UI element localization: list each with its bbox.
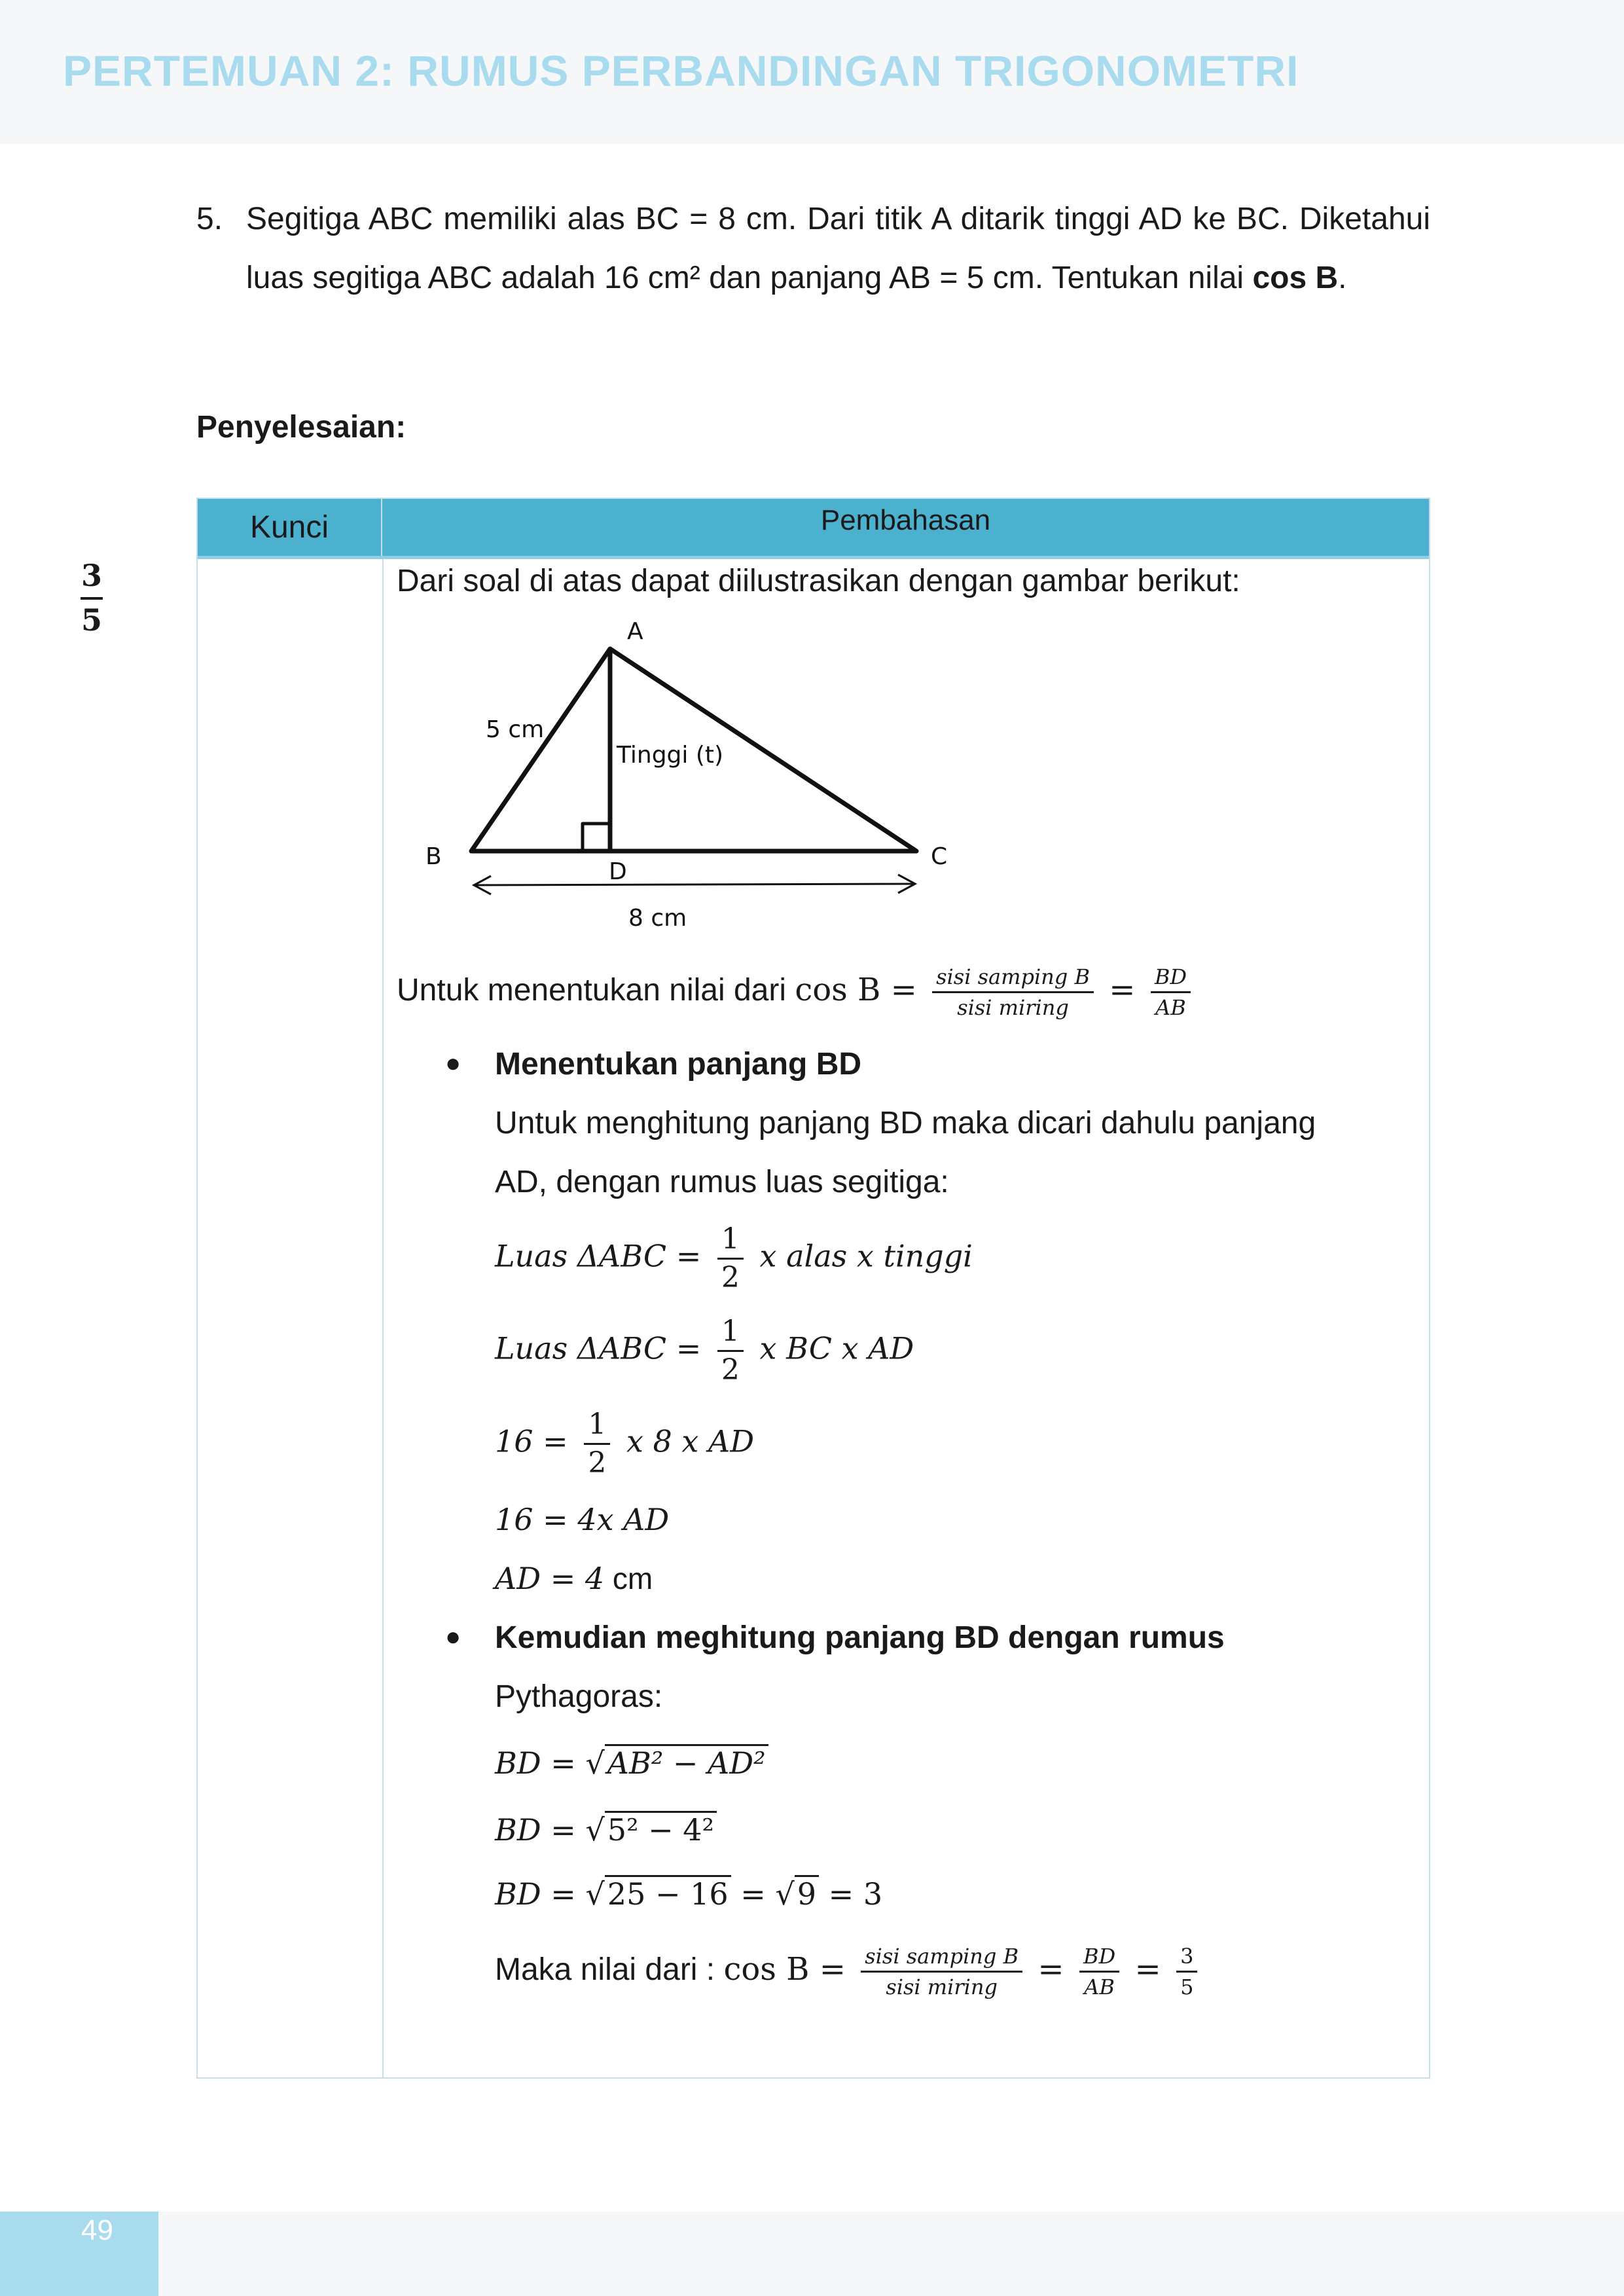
equation-1 <box>495 1221 973 1296</box>
vertex-label-d: D <box>609 858 627 885</box>
bullet1-title: Menentukan panjang BD <box>495 1047 862 1082</box>
eq8-lhs: BD = <box>495 1876 576 1912</box>
half-den: 2 <box>588 1446 607 1480</box>
eq5-math: AD = 4 <box>495 1561 605 1596</box>
answer-key-fraction <box>65 558 118 638</box>
ratio-bd-ab <box>1151 962 1191 1022</box>
eq6-lhs: BD = <box>495 1745 576 1781</box>
eq7-radicand: 5² − 4² <box>605 1811 717 1847</box>
table-header <box>198 499 1429 559</box>
vertex-label-b: B <box>425 843 442 870</box>
eq2-lhs: Luas ΔABC = <box>495 1330 702 1366</box>
ratio-ab: AB <box>1155 995 1186 1020</box>
equation-4: 16 = 4x AD <box>495 1502 670 1537</box>
final-answer-line: Maka nilai dari : cos B = $\frac{\text{sisi samping B}}{\text{sisi miring}}$ = $\frac{BD}{AB}$ = $\frac{3}{5}$ <box>495 1942 1204 2001</box>
answer-numerator: 3 <box>81 558 102 593</box>
eq3-lhs: 16 = <box>495 1423 568 1459</box>
half-fraction <box>584 1406 610 1482</box>
formula-cos-b: cos B = <box>795 972 917 1009</box>
page-number-tab <box>0 2212 158 2296</box>
eq1-rhs: x alas x tinggi <box>759 1238 973 1274</box>
chapter-title: PERTEMUAN 2: RUMUS PERBANDINGAN TRIGONOMETRI <box>63 46 1299 95</box>
vertex-label-a: A <box>627 618 643 645</box>
formula-intro: Untuk menentukan nilai dari <box>397 973 787 1008</box>
ratio-bd: BD <box>1083 1944 1116 1969</box>
equation-5 <box>495 1561 653 1596</box>
problem-number: 5. <box>196 202 223 236</box>
header-pembahasan: Pembahasan <box>820 504 991 536</box>
final-denominator: 5 <box>1180 1975 1194 1999</box>
column-divider <box>382 559 384 2077</box>
base-label-bc: 8 cm <box>628 905 687 932</box>
page-number: 49 <box>81 2214 113 2246</box>
header-kunci: Kunci <box>198 499 382 556</box>
half-fraction <box>717 1313 744 1389</box>
eq8-end: = 3 <box>819 1876 883 1912</box>
final-ratio-bd-ab <box>1079 1942 1119 2001</box>
ratio-sisi <box>932 962 1094 1022</box>
bullet-dot: ● <box>445 1049 461 1078</box>
equation-2 <box>495 1313 914 1389</box>
equation-3 <box>495 1406 754 1482</box>
eq8-radicand-1: 25 − 16 <box>605 1875 731 1911</box>
bullet-dot: ● <box>445 1622 461 1651</box>
half-num: 1 <box>721 1315 740 1348</box>
ratio-bd: BD <box>1154 964 1187 989</box>
answer-denominator: 5 <box>81 602 102 638</box>
solution-label: Penyelesaian: <box>196 410 406 445</box>
formula-line: Untuk menentukan nilai dari cos B = $\frac{\text{sisi samping B}}{\text{sisi miring}}$ = $\frac{BD}{AB}$ <box>397 962 1197 1022</box>
intro-text: Dari soal di atas dapat diilustrasikan dengan gambar berikut: <box>397 564 1240 598</box>
equation-7: BD = √5² − 4² <box>495 1811 717 1848</box>
side-label-ab: 5 cm <box>486 716 545 743</box>
right-angle-marker <box>583 824 610 851</box>
equation-6: BD = √AB² − AD² <box>495 1744 768 1781</box>
answer-fraction-bar <box>81 597 103 600</box>
bullet1-text-line1: Untuk menghitung panjang BD maka dicari dahulu panjang <box>495 1106 1316 1140</box>
problem-text <box>246 190 1430 308</box>
eq3-rhs: x 8 x AD <box>626 1423 755 1459</box>
half-den: 2 <box>721 1261 740 1294</box>
eq6-radicand: AB² − AD² <box>605 1744 768 1780</box>
half-num: 1 <box>721 1222 740 1256</box>
eq2-rhs: x BC x AD <box>759 1330 914 1366</box>
half-num: 1 <box>588 1408 607 1441</box>
ratio-ab: AB <box>1084 1975 1115 1999</box>
problem-text-end: . <box>1338 261 1347 295</box>
final-text: Maka nilai dari : <box>495 1952 724 1988</box>
ratio-numerator: sisi samping B <box>865 1944 1019 1969</box>
problem-bold-cosb: cos B <box>1252 261 1339 295</box>
footer-band <box>0 2212 1624 2296</box>
bullet2-text: Pythagoras: <box>495 1679 663 1714</box>
base-dimension-arrow <box>474 884 915 885</box>
final-ratio-value <box>1176 1942 1197 2001</box>
final-ratio-sisi <box>861 1942 1022 2001</box>
half-fraction <box>717 1221 744 1296</box>
eq1-lhs: Luas ΔABC = <box>495 1238 702 1274</box>
eq7-lhs: BD = <box>495 1812 576 1848</box>
problem-statement <box>196 190 1430 308</box>
eq5-unit: cm <box>604 1561 653 1595</box>
ratio-numerator: sisi samping B <box>936 964 1090 989</box>
final-cos-b: cos B = <box>723 1951 846 1988</box>
eq8-radicand-2: 9 <box>795 1875 819 1911</box>
ratio-denominator: sisi miring <box>957 995 1069 1020</box>
bullet1-text-line2: AD, dengan rumus luas segitiga: <box>495 1165 949 1199</box>
ratio-denominator: sisi miring <box>886 1975 998 1999</box>
triangle-figure <box>406 615 956 943</box>
eq8-mid: = <box>731 1876 776 1912</box>
equation-8: BD = √25 − 16 = √9 = 3 <box>495 1876 883 1912</box>
vertex-label-c: C <box>931 843 948 870</box>
problem-text-main: Segitiga ABC memiliki alas BC = 8 cm. Dari titik A ditarik tinggi AD ke BC. Diketahui luas segitiga ABC adalah 16 cm² dan panjang AB = 5 cm. Tentukan nilai <box>246 202 1430 295</box>
half-den: 2 <box>721 1353 740 1387</box>
bullet2-title: Kemudian meghitung panjang BD dengan rumus <box>495 1620 1225 1655</box>
final-numerator: 3 <box>1180 1944 1194 1969</box>
height-label: Tinggi (t) <box>617 742 724 769</box>
